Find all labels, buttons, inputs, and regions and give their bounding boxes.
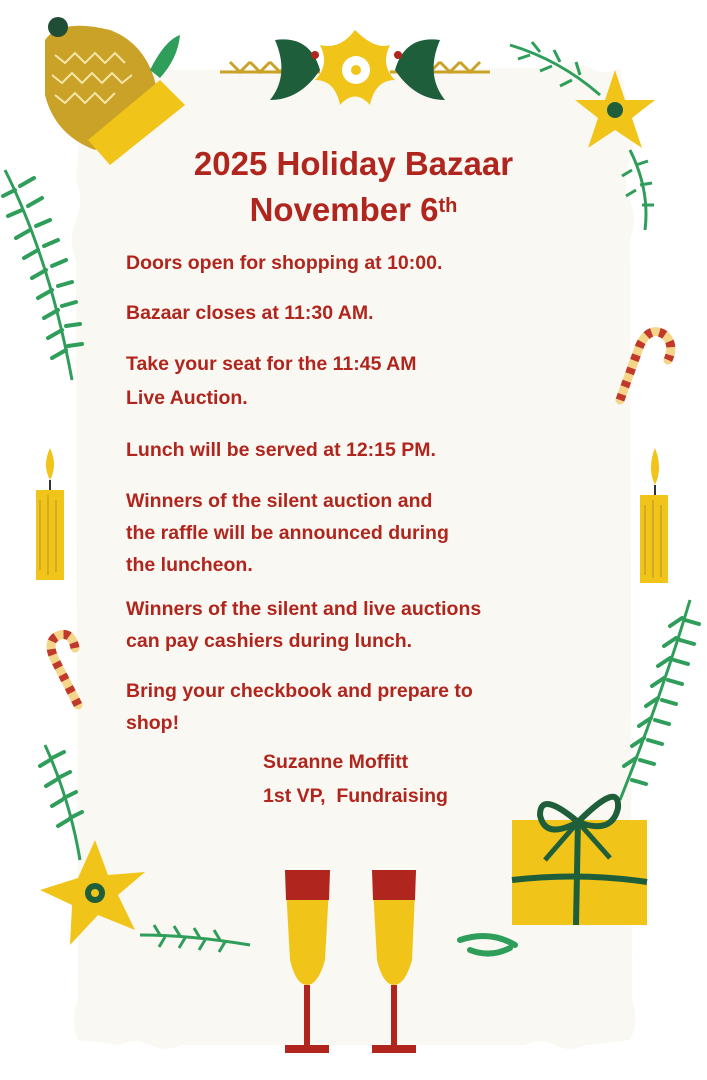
event-date-suffix: th: [438, 195, 458, 217]
checkbook-line2: shop!: [126, 712, 180, 734]
checkbook-line1: Bring your checkbook and prepare to: [126, 680, 473, 702]
pine-branch-icon: [620, 600, 699, 800]
lunch-text: Lunch will be served at 12:15 PM.: [126, 439, 436, 461]
live-auction-line2: Live Auction.: [126, 387, 248, 409]
live-auction-line1: Take your seat for the 11:45 AM: [126, 353, 417, 375]
winners-line3: the luncheon.: [126, 554, 253, 576]
flyer-title: 2025 Holiday Bazaar: [193, 145, 514, 182]
cashiers-line1: Winners of the silent and live auctions: [126, 598, 482, 620]
candy-cane-icon: [51, 635, 78, 705]
winners-line1: Winners of the silent auction and: [126, 490, 433, 512]
winners-line2: the raffle will be announced during: [126, 522, 449, 544]
signature-title: 1st VP, Fundraising: [263, 785, 448, 807]
bazaar-closes-text: Bazaar closes at 11:30 AM.: [126, 302, 374, 324]
signature-name: Suzanne Moffitt: [263, 751, 409, 773]
candle-icon: [36, 448, 64, 580]
candle-icon: [640, 448, 668, 583]
event-date: [0, 190, 707, 230]
doors-open-text: Doors open for shopping at 10:00.: [126, 252, 443, 274]
event-date-main: November 6: [249, 191, 439, 228]
cashiers-line2: can pay cashiers during lunch.: [126, 630, 413, 652]
